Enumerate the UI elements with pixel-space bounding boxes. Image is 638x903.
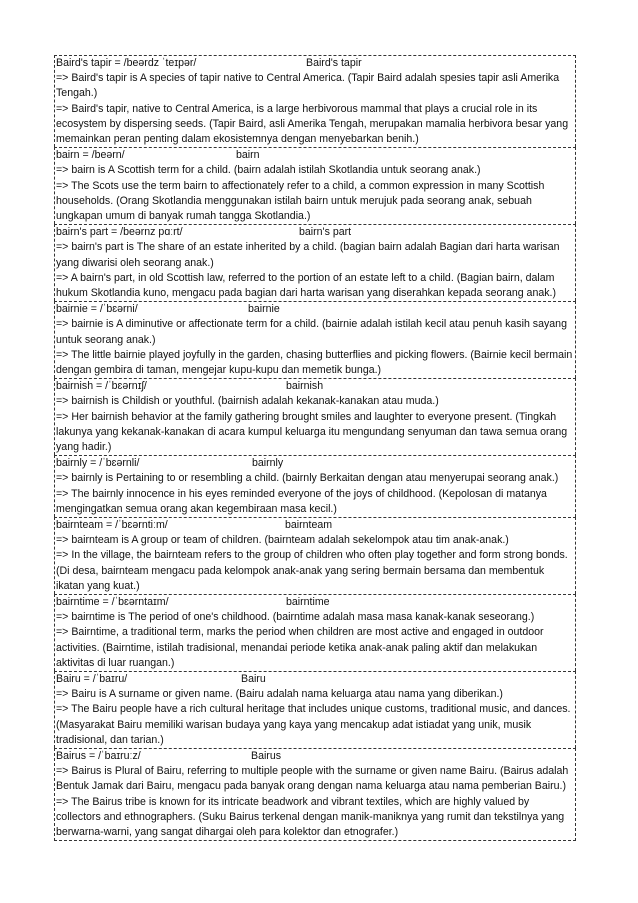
dictionary-entry xyxy=(54,224,576,301)
entry-definition: => Baird's tapir is A species of tapir native to Central America. (Tapir Baird adalah spesies tapir asli Amerika Tengah.) xyxy=(56,72,560,100)
entry-example: => The Scots use the term bairn to affectionately refer to a child, a common expression in many Scottish households. (Orang Skotlandia menggunakan istilah bairn untuk merujuk pada seorang anak, sebuah ungkapan umum di banyak rumah tangga Skotlandia.) xyxy=(56,179,545,222)
entry-definition: => bairntime is The period of one's childhood. (bairntime adalah masa masa kanak-kanak seseorang.) xyxy=(56,611,535,624)
entry-headword: bairn's part xyxy=(299,226,352,239)
dictionary-entry xyxy=(54,147,576,224)
entry-definition: => Bairu is A surname or given name. (Bairu adalah nama keluarga atau nama yang diberikan.) xyxy=(56,688,503,701)
entry-headline xyxy=(56,595,574,610)
entry-headword: Baird's tapir xyxy=(306,57,362,69)
entry-example: => The bairnly innocence in his eyes reminded everyone of the joys of childhood. (Kepolosan di matanya mengingatkan semua orang akan kegembiraan masa kecil.) xyxy=(56,487,547,515)
entry-pronunciation: bairnie = /ˈbɛərni/ xyxy=(56,303,138,316)
entry-headword: bairntime xyxy=(286,596,330,608)
entry-headword: bairnish xyxy=(286,380,324,393)
entry-pronunciation: bairnteam = /ˈbɛərntiːm/ xyxy=(56,519,168,531)
entry-headline xyxy=(56,225,574,240)
dictionary-entry xyxy=(54,378,576,455)
entry-definition: => bairnie is A diminutive or affectionate term for a child. (bairnie adalah istilah kecil atau penuh kasih sayang untuk seorang anak.) xyxy=(56,318,567,346)
entry-headline xyxy=(56,456,574,471)
entry-example: => The Bairus tribe is known for its intricate beadwork and vibrant textiles, which are highly valued by collectors and ethnographers. (Suku Bairus terkenal dengan manik-maniknya yang rumit dan tekstilnya yang berwarna-warni, yang sangat dihargai oleh para kolektor dan etnografer.) xyxy=(56,795,565,838)
entry-pronunciation: bairn's part = /beərnz pɑːrt/ xyxy=(56,226,183,239)
dictionary-entry xyxy=(54,517,576,594)
dictionary-entry xyxy=(54,594,576,671)
dictionary-entry xyxy=(54,748,576,841)
entry-headline xyxy=(56,56,574,71)
entry-headline xyxy=(56,379,574,394)
entry-pronunciation: bairnly = /ˈbɛərnli/ xyxy=(56,457,140,470)
entry-pronunciation: Bairu = /ˈbaɪru/ xyxy=(56,673,128,685)
entry-headline xyxy=(56,518,574,533)
entry-definition: => bairnly is Pertaining to or resembling a child. (bairnly Berkaitan dengan atau menyerupai seorang anak.) xyxy=(56,472,559,485)
entry-example: => Baird's tapir, native to Central America, is a large herbivorous mammal that plays a crucial role in its ecosystem by dispersing seeds. (Tapir Baird, asli Amerika Tengah, merupakan mamalia herbivora besar yang memainkan peran penting dalam ekosistemnya dengan menyebarkan benih.) xyxy=(56,102,569,145)
entry-headword: Bairus xyxy=(251,750,282,762)
entry-pronunciation: Bairus = /ˈbaɪruːz/ xyxy=(56,750,141,762)
entry-definition: => bairnteam is A group or team of children. (bairnteam adalah sekelompok atau tim anak-anak.) xyxy=(56,534,509,547)
entry-headword: bairn xyxy=(236,149,260,162)
entry-definition: => bairn is A Scottish term for a child. (bairn adalah istilah Skotlandia untuk seorang anak.) xyxy=(56,164,481,177)
entry-headword: Bairu xyxy=(241,673,266,685)
dictionary-entry xyxy=(54,671,576,748)
entry-pronunciation: Baird's tapir = /beərdz ˈteɪpər/ xyxy=(56,57,197,69)
entry-pronunciation: bairnish = /ˈbɛərnɪʃ/ xyxy=(56,380,147,393)
entry-example: => Her bairnish behavior at the family gathering brought smiles and laughter to everyone present. (Tingkah lakunya yang kekanak-kanakan di acara kumpul keluarga itu mengundang senyuman dan tawa semua orang yang hadir.) xyxy=(56,410,568,453)
entry-headword: bairnly xyxy=(252,457,284,470)
entry-headline xyxy=(56,148,574,163)
entry-definition: => Bairus is Plural of Bairu, referring to multiple people with the surname or given name Bairu. (Bairus adalah Bentuk Jamak dari Bairu, mengacu pada banyak orang dengan nama keluarga atau nama pemberian Bairu.) xyxy=(56,765,569,793)
entry-pronunciation: bairn = /beərn/ xyxy=(56,149,125,162)
entry-definition: => bairnish is Childish or youthful. (bairnish adalah kekanak-kanakan atau muda.) xyxy=(56,395,439,408)
dictionary-entry xyxy=(54,301,576,378)
dictionary-page xyxy=(54,55,576,841)
entry-headline xyxy=(56,749,574,764)
entry-example: => Bairntime, a traditional term, marks the period when children are most active and engaged in outdoor activities. (Bairntime, istilah tradisional, menandai periode ketika anak-anak paling aktif dan melakukan aktivitas di luar ruangan.) xyxy=(56,626,544,669)
dictionary-entry xyxy=(54,55,576,147)
entry-example: => In the village, the bairnteam refers to the group of children who often play together and form strong bonds. (Di desa, bairnteam mengacu pada kelompok anak-anak yang sering bermain bersama dan membentuk ikatan yang kuat.) xyxy=(56,549,568,592)
entry-headline xyxy=(56,672,574,687)
entry-pronunciation: bairntime = /ˈbɛərntaɪm/ xyxy=(56,596,169,608)
dictionary-entry xyxy=(54,455,576,517)
entry-headline xyxy=(56,302,574,317)
entry-example: => The Bairu people have a rich cultural heritage that includes unique customs, traditional music, and dances. (Masyarakat Bairu memiliki warisan budaya yang kaya yang mencakup adat istiadat yang unik, musik tradisional, dan tarian.) xyxy=(56,703,571,746)
entry-headword: bairnie xyxy=(248,303,280,316)
entry-definition: => bairn's part is The share of an estate inherited by a child. (bagian bairn adalah Bagian dari harta warisan yang diwarisi oleh seorang anak.) xyxy=(56,241,560,269)
entry-example: => A bairn's part, in old Scottish law, referred to the portion of an estate left to a child. (Bagian bairn, dalam hukum Skotlandia kuno, mengacu pada bagian dari harta warisan yang diserahkan kepada seorang anak.) xyxy=(56,271,557,299)
entry-example: => The little bairnie played joyfully in the garden, chasing butterflies and picking flowers. (Bairnie kecil bermain dengan gembira di taman, mengejar kupu-kupu dan memetik bunga.) xyxy=(56,348,573,376)
entry-headword: bairnteam xyxy=(285,519,333,531)
